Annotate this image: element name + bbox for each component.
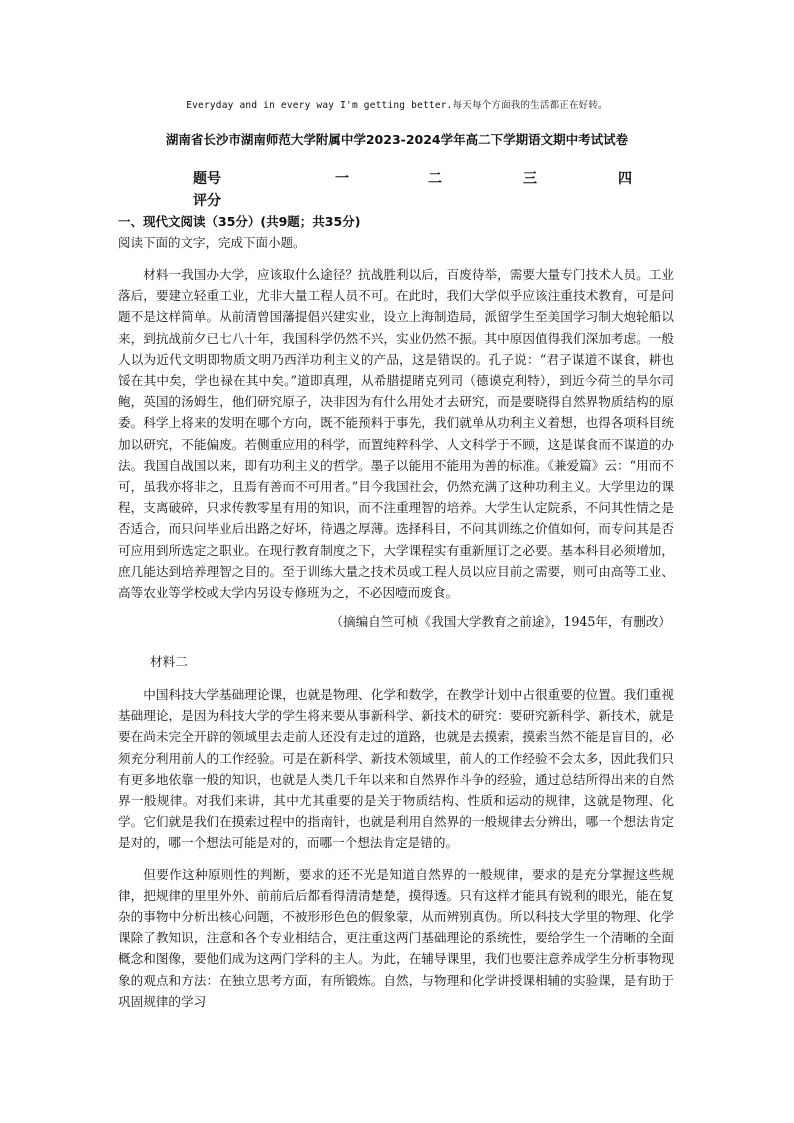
section-instruction: 阅读下面的文字，完成下面小题。 (118, 235, 306, 250)
material-two (118, 684, 674, 1012)
score-table-score-label: 评分 (193, 193, 221, 209)
score-table-header-row (193, 168, 643, 190)
score-table-column-3: 三 (523, 171, 537, 187)
score-table-score-row (193, 190, 643, 212)
header-motto: Everyday and in every way I'm getting better.每天每个方面我的生活都正在好转。 (186, 100, 608, 111)
material-two-paragraph-2: 但要作这种原则性的判断，要求的还不光是知道自然界的一般规律，要求的是充分掌握这些规律，把规律的里里外外、前前后后都看得清清楚楚，摸得透。只有这样才能具有锐利的眼光，能在复杂的事物中分析出核心问题，不被形形色色的假象蒙，从而辨别真伪。所以科技大学里的物理、化学课除了教知识，注意和各个专业相结合，更注重这两门基础理论的系统性，要给学生一个清晰的全面概念和图像，要他们成为这两门学科的主人。为此，在辅导课里，我们也要注意养成学生分析事物现象的观点和方法：在独立思考方面，有所锻炼。自然，与物理和化学讲授课相辅的实验课，是有助于巩固规律的学习 (118, 866, 674, 1009)
score-table-column-1: 一 (335, 171, 349, 187)
material-one-source: （摘编自竺可桢《我国大学教育之前途》，1945年，有删改） (330, 614, 671, 629)
material-one-paragraph: 材料一我国办大学，应该取什么途径？抗战胜利以后，百废待举，需要大量专门技术人员。工业落后，要建立轻重工业，尤非大量工程人员不可。在此时，我们大学似乎应该注重技术教育，可是问题不是这样简单。从前清曾国藩提倡兴建实业，设立上海制造局，派留学生至美国学习制大炮轮船以来，到抗战前夕已七八十年，我国科学仍然不兴，实业仍然不振。其中原因值得我们深加考虑。一般人以为近代文明即物质文明乃西洋功利主义的产品，这是错误的。孔子说：“君子谋道不谋食，耕也馁在其中矣，学也禄在其中矣。”道即真理，从希腊提睹克列司（德谟克利特），到近今荷兰的旱尔司鲍，英国的汤姆生，他们研究原子，决非因为有什么用处才去研究，而是要晓得自然界物质结构的原委。科学上将来的发明在哪个方向，既不能预料于事先，我们就单从功利主义着想，也得各项科目统加以研究，不能偏废。若侧重应用的科学，而置纯粹科学、人文科学于不顾，这是谋食而不谋道的办法。我国自战国以来，即有功利主义的哲学。墨子以能用不能用为善的标准。《兼爱篇》云：“用而不可，虽我亦将非之，且焉有善而不可用者。”目今我国社会，仍然充满了这种功利主义。大学里边的课程，支离破碎，只求传教零星有用的知识，而不注重理智的培养。大学生认定院系，不问其性情之是否适合，而只问毕业后出路之好坏，待遇之厚薄。选择科目，不问其训练之价值如何，而专问其是否可应用到所选定之职业。在现行教育制度之下，大学课程实有重新厘订之必要。基本科目必须增加，庶几能达到培养理智之目的。至于训练大量之技术员或工程人员以应目前之需要，则可由高等工业、高等农业等学校或大学内另设专修班为之，不必因噎而废食。 (118, 267, 674, 601)
material-two-label: 材料二 (150, 654, 188, 669)
score-table (193, 168, 643, 212)
document-title: 湖南省长沙市湖南师范大学附属中学2023-2024学年高二下学期语文期中考试试卷 (165, 132, 629, 147)
score-table-column-2: 二 (428, 171, 442, 187)
score-table-column-4: 四 (618, 171, 632, 187)
section-heading: 一、现代文阅读（35分）(共9题；共35分) (118, 214, 361, 229)
material-two-paragraph-1: 中国科技大学基础理论课，也就是物理、化学和数学，在教学计划中占很重要的位置。我们重视基础理论，是因为科技大学的学生将来要从事新科学、新技术的研究：要研究新科学、新技术，就是要在尚未完全开辟的领域里去走前人还没有走过的道路，也就是去摸索，摸索当然不能是盲目的，必须充分利用前人的工作经验。可是在新科学、新技术领域里，前人的工作经验不会太多，因此我们只有更多地依靠一般的知识，也就是人类几千年以来和自然界作斗争的经验，通过总结所得出来的自然界一般规律。对我们来讲，其中尤其重要的是关于物质结构、性质和运动的规律，这就是物理、化学。它们就是我们在摸索过程中的指南针，也就是利用自然界的一般规律去分辨出，哪一个想法肯定是对的，哪一个想法可能是对的，而哪一个想法肯定是错的。 (118, 687, 674, 851)
score-table-row-label: 题号 (193, 171, 221, 187)
material-one (118, 264, 674, 603)
